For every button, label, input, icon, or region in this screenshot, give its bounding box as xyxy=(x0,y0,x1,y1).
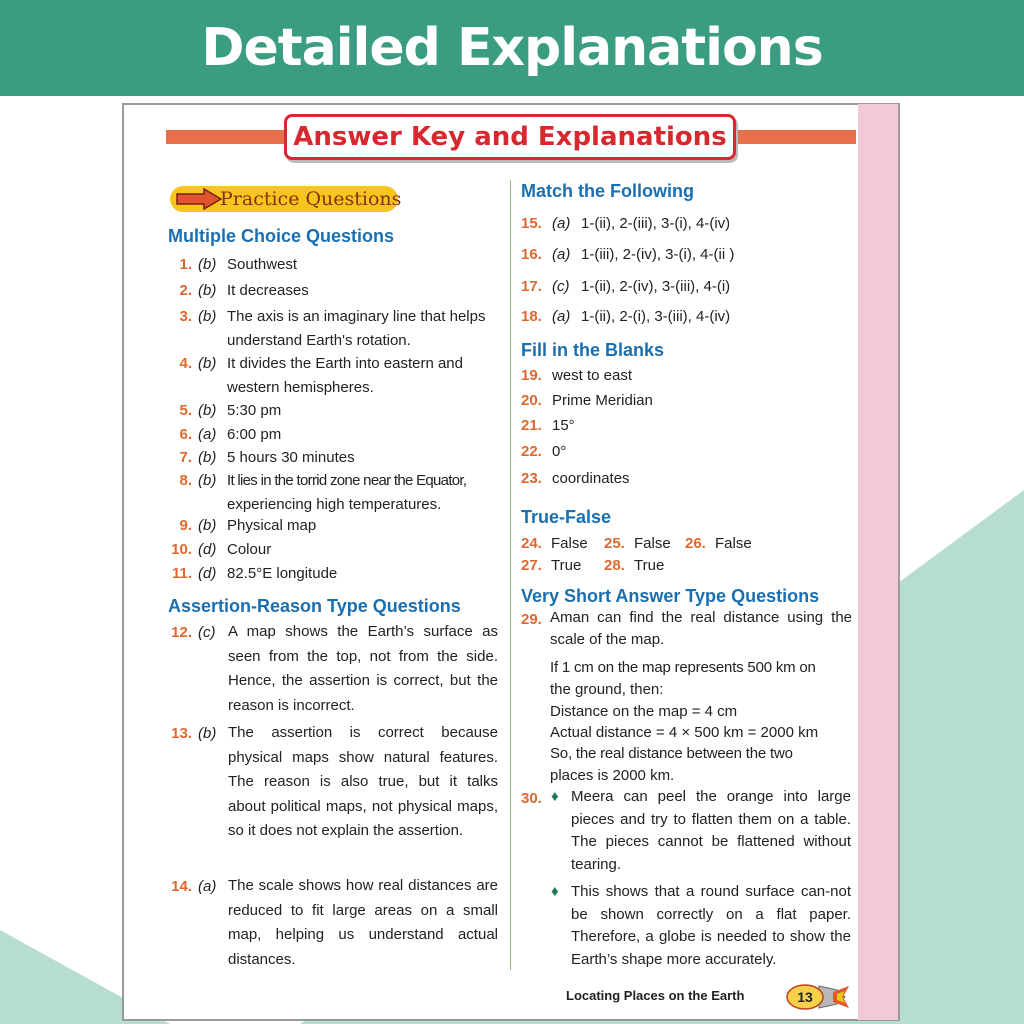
diamond-bullet-icon: ♦ xyxy=(551,788,559,805)
question-number: 27. xyxy=(521,557,542,574)
answer-text: 5:30 pm xyxy=(227,402,282,419)
question-number: 15. xyxy=(521,215,542,232)
question-number: 13. xyxy=(171,725,192,742)
answer-text: Aman can find the real distance using the scale of the map. xyxy=(550,609,852,648)
page-title: Answer Key and Explanations xyxy=(293,122,727,152)
answer-text: Meera can peel the orange into large pieces and try to flatten them on a table. The pieces cannot be flattened without tearing. xyxy=(571,788,851,873)
answer-text: So, the real distance between the two xyxy=(550,745,793,762)
answer-option: (a) xyxy=(552,246,571,263)
answer-text: 6:00 pm xyxy=(227,426,282,443)
question-number: 7. xyxy=(179,449,192,466)
answer-text: 15° xyxy=(552,417,575,434)
answer-text: west to east xyxy=(552,367,633,384)
answer-text: Southwest xyxy=(227,256,298,273)
answer-option: (a) xyxy=(552,308,571,325)
answer-text: Prime Meridian xyxy=(552,392,653,409)
question-number: 5. xyxy=(179,402,192,419)
answer-text: This shows that a round surface can-not be shown correctly on a flat paper. Therefore, a globe is needed to show the Earth’s shape more accurately. xyxy=(571,883,851,968)
answer-text: 0° xyxy=(552,443,567,460)
answer-option: (b) xyxy=(198,517,217,534)
question-number: 17. xyxy=(521,278,542,295)
answer-option: (c) xyxy=(198,624,216,641)
question-number: 6. xyxy=(179,426,192,443)
answer-text: The axis is an imaginary line that helps xyxy=(227,308,486,325)
answer-text: western hemispheres. xyxy=(227,379,374,396)
answer-option: (b) xyxy=(198,256,217,273)
answer-text: Physical map xyxy=(227,517,317,534)
answer-text: False xyxy=(715,535,752,552)
question-number: 19. xyxy=(521,367,542,384)
page-number: 13 xyxy=(797,989,813,1005)
question-number: 2. xyxy=(179,282,192,299)
section-heading-vsa: Very Short Answer Type Questions xyxy=(521,586,820,606)
question-number: 3. xyxy=(179,308,192,325)
answer-text: It decreases xyxy=(227,282,309,299)
question-number: 22. xyxy=(521,443,542,460)
question-number: 25. xyxy=(604,535,625,552)
answer-text: 82.5°E longitude xyxy=(227,565,338,582)
answer-option: (d) xyxy=(198,541,217,558)
question-number: 20. xyxy=(521,392,542,409)
answer-option: (a) xyxy=(198,878,217,895)
answer-text: coordinates xyxy=(552,470,630,487)
answer-text: 1-(iii), 2-(iv), 3-(i), 4-(ii ) xyxy=(581,246,735,263)
question-number: 18. xyxy=(521,308,542,325)
answer-text: The assertion is correct because physical maps show natural features. The reason is also true, but it talks about political maps, not physical maps, so it does not explain the assertion. xyxy=(228,724,498,839)
question-number: 30. xyxy=(521,790,542,807)
arrow-right-icon xyxy=(176,188,222,210)
header-box xyxy=(284,114,736,160)
answer-text: places is 2000 km. xyxy=(550,767,675,784)
answer-option: (b) xyxy=(198,355,217,372)
answer-text: 1-(ii), 2-(iii), 3-(i), 4-(iv) xyxy=(581,215,731,232)
answer-text: Distance on the map = 4 cm xyxy=(550,703,738,720)
answer-option: (b) xyxy=(198,402,217,419)
answer-option: (d) xyxy=(198,565,217,582)
section-heading-match: Match the Following xyxy=(521,181,694,201)
question-number: 16. xyxy=(521,246,542,263)
answer-option: (c) xyxy=(552,278,570,295)
header-bar-right xyxy=(734,130,856,144)
question-number: 10. xyxy=(171,541,192,558)
answer-option: (b) xyxy=(198,725,217,742)
answer-text: True xyxy=(551,557,582,574)
section-heading-mcq: Multiple Choice Questions xyxy=(168,226,395,246)
answer-text: Actual distance = 4 × 500 km = 2000 km xyxy=(550,724,819,741)
answer-text: The scale shows how real distances are reduced to fit large areas on a small map, helping us understand actual distances. xyxy=(228,877,498,968)
answer-text: If 1 cm on the map represents 500 km on xyxy=(550,659,816,676)
answer-text: Colour xyxy=(227,541,272,558)
question-number: 11. xyxy=(171,565,192,582)
question-number: 23. xyxy=(521,470,542,487)
answer-text: It divides the Earth into eastern and xyxy=(227,355,463,372)
question-number: 12. xyxy=(171,624,192,641)
answer-text: 1-(ii), 2-(iv), 3-(iii), 4-(i) xyxy=(581,278,731,295)
question-number: 9. xyxy=(179,517,192,534)
practice-questions-label: Practice Questions xyxy=(220,188,402,210)
answer-option: (b) xyxy=(198,308,217,325)
question-number: 26. xyxy=(685,535,706,552)
answer-text: A map shows the Earth’s surface as seen from the top, not from the side. Hence, the assertion is correct, but the reason is incorrect. xyxy=(228,623,498,714)
question-number: 28. xyxy=(604,557,625,574)
question-number: 21. xyxy=(521,417,542,434)
question-number: 14. xyxy=(171,878,192,895)
column-divider xyxy=(510,180,511,970)
question-number: 8. xyxy=(179,472,192,489)
diamond-bullet-icon: ♦ xyxy=(551,883,559,900)
answer-text: understand Earth's rotation. xyxy=(227,332,411,349)
chapter-footer: Locating Places on the Earth xyxy=(566,988,745,1003)
answer-text: the ground, then: xyxy=(550,681,664,698)
question-number: 24. xyxy=(521,535,542,552)
answer-option: (a) xyxy=(552,215,571,232)
answer-text: False xyxy=(551,535,588,552)
answer-option: (b) xyxy=(198,472,217,489)
answer-option: (a) xyxy=(198,426,217,443)
page-side-strip xyxy=(858,104,898,1020)
answer-text: It lies in the torrid zone near the Equator, xyxy=(227,472,467,489)
question-number: 29. xyxy=(521,611,542,628)
question-number: 4. xyxy=(179,355,192,372)
answer-text: experiencing high temperatures. xyxy=(227,496,442,513)
answer-text: 5 hours 30 minutes xyxy=(227,449,355,466)
section-heading-fill: Fill in the Blanks xyxy=(521,340,665,360)
answer-option: (b) xyxy=(198,282,217,299)
answer-option: (b) xyxy=(198,449,217,466)
answer-text: True xyxy=(634,557,665,574)
header-bar-left xyxy=(166,130,286,144)
banner-title: Detailed Explanations xyxy=(201,18,823,78)
section-heading-truefalse: True-False xyxy=(521,507,612,527)
answer-text: 1-(ii), 2-(i), 3-(iii), 4-(iv) xyxy=(581,308,731,325)
section-heading-assertion: Assertion-Reason Type Questions xyxy=(168,596,461,616)
question-number: 1. xyxy=(179,256,192,273)
answer-text: False xyxy=(634,535,671,552)
